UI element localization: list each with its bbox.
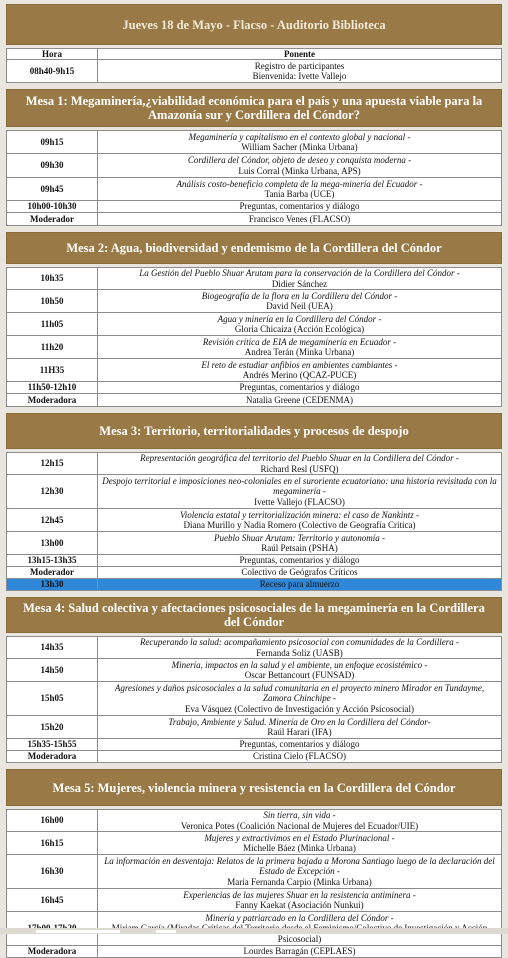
speaker-name: Fanny Kaekat (Asociación Nunkui) [235,900,364,910]
speaker-cell [98,567,501,578]
schedule-row [6,267,502,290]
time-cell: 12h45 [7,509,98,531]
schedule-row [6,532,502,555]
talk-title: Mujeres y extractivimos en el Estado Plurinacional - [204,832,395,843]
talk-title: Cordillera del Cóndor, objeto de deseo y conquista moderna - [187,155,412,166]
speaker-name: Colectivo de Geógrafos Críticos [241,567,358,578]
footer-fragment [156,930,176,933]
header-banner [6,4,502,45]
schedule-row [6,154,502,178]
schedule-row [6,659,502,682]
schedule-row [6,809,502,832]
footer-fragment [36,930,120,933]
speaker-cell [98,637,501,658]
time-cell: 11h05 [7,313,98,335]
schedule-row [6,682,502,716]
speaker-name: Michelle Báez (Minka Urbana) [243,843,356,853]
time-cell: Moderadora [7,751,98,762]
speaker-cell [98,739,501,750]
speaker-cell [98,716,501,738]
mesa-title: Mesa 4: Salud colectiva y afectaciones psicosociales de la megaminería en la Cordillera del Cóndor [6,597,502,633]
column-header-ponente: Ponente [284,48,315,59]
talk-title: Megaminería y capitalismo en el contexto global y nacional - [188,131,411,142]
schedule-row [6,855,502,889]
time-cell: 15h20 [7,716,98,738]
talk-title: La Gestión del Pueblo Shuar Arutam para la conservación de la Cordillera del Cóndor - [139,268,460,279]
speaker-name: Didier Sánchez [271,278,328,289]
schedule-row [6,832,502,855]
speaker-name: Raúl Harari (IFA) [267,727,332,737]
talk-title: Análisis costo-beneficio completa de la mega-minería del Ecuador - [176,178,423,189]
speaker-name: Raúl Petsain (PSHA) [261,543,338,553]
speaker-cell [98,889,501,911]
speaker-name: Preguntas, comentarios y diálogo [239,201,360,212]
schedule-row [6,889,502,912]
schedule-row [6,359,502,382]
speaker-cell [98,201,501,212]
column-header-hora: Hora [7,49,98,59]
speaker-name: Luis Corral (Minka Urbana, APS) [238,165,361,176]
time-cell: 11h50-12h10 [7,382,98,393]
time-cell: 14h50 [7,659,98,681]
schedule-row [6,336,502,359]
time-cell: 15h05 [7,682,98,715]
schedule-row [6,178,502,201]
speaker-cell [98,313,501,335]
time-cell: 16h30 [7,855,98,888]
schedule-row [6,555,502,567]
schedule-row [6,739,502,751]
speaker-name: Psicosocial) [277,933,322,944]
talk-title: Representación geográfica del territorio del Pueblo Shuar en la Cordillera del Cóndor - [140,453,459,464]
talk-title: Minería y patriarcado en la Cordillera del Cóndor - [205,912,394,923]
page-title: Jueves 18 de Mayo - Flacso - Auditorio Biblioteca [122,17,386,32]
speaker-cell [98,178,501,200]
time-cell: 10h50 [7,290,98,312]
speaker-cell [98,359,501,381]
speaker-name: Registro de participantes Bienvenida: Ivette Vallejo [252,60,347,81]
speaker-cell [98,751,501,762]
mesa-title: Mesa 2: Agua, biodiversidad y endemismo de la Cordillera del Cóndor [6,232,502,264]
talk-title: Biogeografía de la flora en la Cordillera del Cóndor - [201,290,398,301]
speaker-cell [98,394,501,406]
speaker-name: David Neil (UEA) [266,301,333,311]
speaker-name: Veronica Potes (Coalición Nacional de Mujeres del Ecuador/UIE) [180,820,419,831]
speaker-name: Receso para almuerzo [259,579,340,590]
speaker-name: Fernanda Soliz (UASB) [256,647,343,658]
speaker-cell [98,475,501,508]
schedule-row [6,313,502,336]
time-cell: Moderadora [7,946,98,957]
schedule-row [6,716,502,739]
schedule-row [6,751,502,763]
time-cell: 15h35-15h55 [7,739,98,750]
schedule-row [6,946,502,958]
time-cell: Moderador [7,213,98,225]
time-cell: 11h20 [7,336,98,358]
schedule-row [6,452,502,475]
speaker-cell [98,855,501,888]
speaker-name: Andrés Merino (QCAZ-PUCE) [242,370,357,380]
speaker-cell [98,154,501,177]
time-cell: 10h35 [7,268,98,289]
time-cell: 10h00-10h30 [7,201,98,212]
time-cell: 12h15 [7,453,98,474]
talk-title: Minería, impactos en la salud y el ambiente, un enfoque ecosistémico - [171,659,428,670]
speaker-cell [98,579,501,590]
speaker-cell [98,336,501,358]
talk-title: Despojo territorial e imposiciones neo-coloniales en el suroriente ecuatoriano: una historia revisitada con la megaminería - [102,475,497,497]
speaker-name: William Sacher (Minka Urbana) [241,142,358,152]
time-cell: 09h30 [7,154,98,177]
time-cell: 09h15 [7,131,98,153]
speaker-cell [98,290,501,312]
schedule-row [6,290,502,313]
talk-title: La información en desventaja: Relatos de la primera bajada a Morona Santiago luego de la declaración del Estado de Excepción - [104,855,495,877]
talk-title: Trabajo, Ambiente y Salud. Minería de Oro en la Cordillera del Cóndor- [168,716,431,727]
speaker-name: Ivette Vallejo (FLACSO) [254,496,345,507]
speaker-cell [98,453,501,474]
speaker-name: Eva Vásquez (Colectivo de Investigación y Acción Psicosocial) [184,703,415,714]
time-cell: 16h45 [7,889,98,911]
speaker-name: Cristina Cielo (FLACSO) [252,751,346,762]
time-cell: Moderadora [7,394,98,406]
time-cell: 09h45 [7,178,98,200]
speaker-name: Andrea Terán (Minka Urbana) [244,347,355,357]
speaker-cell [98,946,501,957]
speaker-name: Natalia Greene (CEDENMA) [246,394,353,405]
talk-title: El reto de estudiar anfibios en ambientes cambiantes - [201,359,398,370]
column-header-row [6,48,502,60]
time-cell: 16h15 [7,832,98,854]
schedule-row [6,60,502,83]
speaker-cell [98,268,501,289]
speaker-cell [98,213,501,225]
speaker-cell [98,659,501,681]
schedule-row [6,213,502,226]
schedule-row [6,382,502,394]
mesa-title: Mesa 1: Megaminería,¿viabilidad económica para el país y una apuesta viable para la Amazonía sur y Cordillera del Cóndor? [6,89,502,127]
time-cell: 13h30 [7,579,98,590]
time-cell: 14h35 [7,637,98,658]
talk-title: Agresiones y daños psicosociales a la salud comunitaria en el proyecto minero Mirador en Tundayme, Zamora Chinchipe - [114,682,485,704]
speaker-name: Preguntas, comentarios y diálogo [239,382,360,393]
speaker-cell [98,509,501,531]
schedule-row [6,636,502,659]
schedule-row [6,201,502,213]
speaker-name: Preguntas, comentarios y diálogo [239,739,360,750]
time-cell: 13h00 [7,532,98,554]
speaker-cell [98,60,501,82]
speaker-name: Tania Barba (UCE) [264,189,335,199]
schedule-row [6,394,502,407]
schedule-row [6,130,502,154]
schedule-row [6,475,502,509]
speaker-cell [98,532,501,554]
schedule-row [6,567,502,579]
speaker-name: Gloria Chicaiza (Acción Ecológica) [234,324,365,334]
talk-title: Revisión crítica de EIA de megaminería en Ecuador - [202,336,397,347]
break-row [6,579,502,591]
talk-title: Pueblo Shuar Arutam: Territorio y autonomía - [213,532,385,543]
speaker-cell [98,832,501,854]
mesa-title: Mesa 5: Mujeres, violencia minera y resistencia en la Cordillera del Cóndor [6,769,502,806]
speaker-name: Diana Murillo y Nadia Romero (Colectivo de Geografía Crítica) [183,520,416,530]
time-cell: 08h40-9h15 [7,60,98,82]
mesa-title: Mesa 3: Territorio, territorialidades y procesos de despojo [6,413,502,449]
speaker-name: María Fernanda Carpio (Minka Urbana) [227,876,372,887]
speaker-name: Richard Resl (USFQ) [260,463,339,474]
talk-title: Experiencias de las mujeres Shuar en la resistencia antiminera - [183,889,416,900]
speaker-name: Oscar Bettancourt (FUNSAD) [244,670,355,680]
talk-title: Agua y minería en la Cordillera del Cóndor - [217,313,382,324]
schedule-row [6,509,502,532]
speaker-cell [98,682,501,715]
talk-title: Recuperando la salud: acompañamiento psicosocial con comunidades de la Cordillera - [139,637,460,648]
speaker-cell [98,810,501,831]
time-cell: Moderador [7,567,98,578]
speaker-name: Preguntas, comentarios y diálogo [239,555,360,566]
speaker-name: Francisco Venes (FLACSO) [248,213,351,224]
speaker-cell [98,131,501,153]
speaker-cell [98,555,501,566]
time-cell: 13h15-13h35 [7,555,98,566]
talk-title: Violencia estatal y territorialización minera: el caso de Nankintz - [179,509,420,520]
speaker-name: Lourdes Barragán (CEPLAES) [243,946,356,957]
time-cell: 11H35 [7,359,98,381]
schedule-table [6,4,502,958]
time-cell: 16h00 [7,810,98,831]
speaker-cell [98,382,501,393]
time-cell: 12h30 [7,475,98,508]
talk-title: Sin tierra, sin vida - [263,810,336,821]
